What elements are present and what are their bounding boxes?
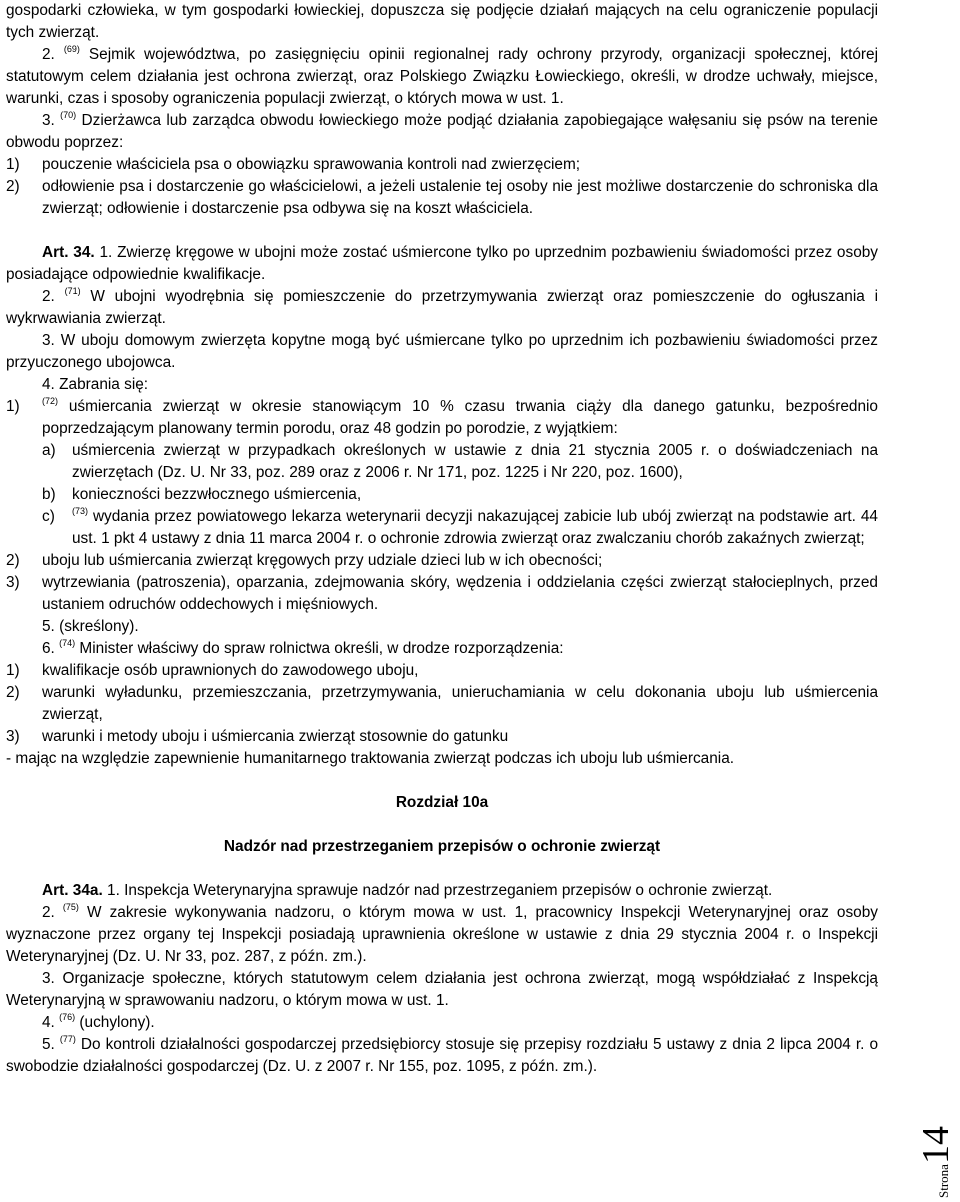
item-text: odłowienie psa i dostarczenie go właścicielowi, a jeżeli ustalenie tej osoby nie jest możliwe dostarczenie do schroniska dla zwierząt; odłowienie i dostarczenie psa odbywa się na koszt właściciela. [42,178,878,217]
item-number: 3) [6,728,20,745]
article-34-para-4: 4. Zabrania się: [42,376,149,393]
article-34a-para-2 [6,902,878,968]
footnote-ref: (70) [60,110,77,120]
list-item [6,550,878,572]
para-text: W ubojni wyodrębnia się pomieszczenie do przetrzymywania zwierząt oraz pomieszczenie do ogłuszania i wykrwawiania zwierząt. [6,288,878,327]
item-text: pouczenie właściciela psa o obowiązku sprawowania kontroli nad zwierzęciem; [42,156,581,173]
chapter-title: Nadzór nad przestrzeganiem przepisów o ochronie zwierząt [223,838,661,855]
page-number-footer [915,1078,958,1198]
page-label: Strona [936,1164,951,1198]
footnote-ref: (72) [42,396,59,406]
list-item [6,396,878,440]
list-item [6,176,878,220]
item-text: wytrzewiania (patroszenia), oparzania, zdejmowania skóry, wędzenia i oddzielania części zwierząt stałocieplnych, przed ustaniem odruchów oddechowych i mięśniowych. [42,574,878,613]
item-text: kwalifikacje osób uprawnionych do zawodowego uboju, [42,662,419,679]
item-text: warunki i metody uboju i uśmiercania zwierząt stosownie do gatunku [42,728,509,745]
footnote-ref: (71) [64,286,81,296]
sub-item [6,506,878,550]
list-item [6,572,878,616]
para-text: W zakresie wykonywania nadzoru, o którym mowa w ust. 1, pracownicy Inspekcji Weterynaryjnej oraz osoby wyznaczone przez organy tej Inspekcji posiadają uprawnienia określone w ustawie z dnia 29 stycznia 2004 r. o Inspekcji Weterynaryjnej (Dz. U. Nr 33, poz. 287, z późn. zm.). [6,904,878,965]
article-34-para-5: 5. (skreślony). [42,618,139,635]
paragraph-3 [6,110,878,154]
footnote-ref: (74) [59,638,76,648]
article-34-para-1 [6,242,878,286]
item-letter: c) [42,508,55,525]
para-number: 5. [42,1036,55,1053]
chapter-heading: Rozdział 10a [395,794,489,811]
item-text: konieczności bezzwłocznego uśmiercenia, [72,486,362,503]
article-34a-para-5 [6,1034,878,1078]
article-label: Art. 34. [42,244,95,261]
item-number: 2) [6,552,20,569]
para-number: 2. [42,46,55,63]
para-text: (uchylony). [75,1014,155,1031]
paragraph: - mając na względzie zapewnienie humanitarnego traktowania zwierząt podczas ich uboju lub uśmiercania. [6,750,735,767]
para-text: Dzierżawca lub zarządca obwodu łowieckiego może podjąć działania zapobiegające wałęsaniu się psów na terenie obwodu poprzez: [6,112,878,151]
list-item [6,726,878,748]
para-number: 6. [42,640,55,657]
article-label: Art. 34a. [42,882,103,899]
item-letter: a) [42,442,56,459]
item-letter: b) [42,486,56,503]
list-item [6,660,878,682]
para-text: 1. Inspekcja Weterynaryjna sprawuje nadzór nad przestrzeganiem przepisów o ochronie zwierząt. [102,882,773,899]
item-number: 1) [6,398,20,415]
article-34a-para-3: 3. Organizacje społeczne, których statutowym celem działania jest ochrona zwierząt, mogą współdziałać z Inspekcją Weterynaryjną w sprawowaniu nadzoru, o którym mowa w ust. 1. [6,970,878,1009]
sub-item [6,484,878,506]
para-text: Sejmik województwa, po zasięgnięciu opinii regionalnej rady ochrony przyrody, organizacji społecznej, której statutowym celem działania jest ochrona zwierząt, oraz Polskiego Związku Łowieckiego, określi, w drodze uchwały, miejsce, warunki, czas i sposoby ograniczenia populacji zwierząt, o których mowa w ust. 1. [6,46,879,107]
page-number: 14 [915,1126,957,1165]
item-number: 1) [6,156,20,173]
article-34a-para-4 [6,1012,878,1034]
footnote-ref: (73) [72,506,89,516]
para-number: 4. [42,1014,55,1031]
footnote-ref: (77) [59,1034,76,1044]
sub-item [6,440,878,484]
document-page [6,0,878,1078]
para-text: 1. Zwierzę kręgowe w ubojni może zostać uśmiercone tylko po uprzednim pozbawieniu świadomości przez osoby posiadające odpowiednie kwalifikacje. [6,244,879,283]
item-text: uboju lub uśmiercania zwierząt kręgowych przy udziale dzieci lub w ich obecności; [42,552,603,569]
paragraph: gospodarki człowieka, w tym gospodarki łowieckiej, dopuszcza się podjęcie działań mających na celu ograniczenie populacji tych zwierząt. [6,2,878,41]
para-number: 3. [42,112,55,129]
item-number: 2) [6,684,20,701]
item-text: warunki wyładunku, przemieszczania, przetrzymywania, unieruchamiania w celu dokonania uboju lub uśmiercenia zwierząt, [42,684,878,723]
item-text: wydania przez powiatowego lekarza weterynarii decyzji nakazującej zabicie lub ubój zwierząt na podstawie art. 44 ust. 1 pkt 4 ustawy z dnia 11 marca 2004 r. o ochronie zdrowia zwierząt oraz zwalczaniu chorób zakaźnych zwierząt; [72,508,878,547]
list-item [6,154,878,176]
para-number: 2. [42,904,55,921]
item-text: uśmiercania zwierząt w okresie stanowiącym 10 % czasu trwania ciąży dla danego gatunku, bezpośrednio poprzedzającym planowany termin porodu, oraz 48 godzin po porodzie, z wyjątkiem: [42,398,878,437]
article-34-para-2 [6,286,878,330]
footnote-ref: (69) [63,44,80,54]
article-34-para-3: 3. W uboju domowym zwierzęta kopytne mogą być uśmiercane tylko po uprzednim ich pozbawieniu świadomości przez przyuczonego ubojowca. [6,332,878,371]
item-text: uśmiercenia zwierząt w przypadkach określonych w ustawie z dnia 21 stycznia 2005 r. o doświadczeniach na zwierzętach (Dz. U. Nr 33, poz. 289 oraz z 2006 r. Nr 171, poz. 1225 i Nr 220, poz. 1600), [72,442,878,481]
para-text: Do kontroli działalności gospodarczej przedsiębiorcy stosuje się przepisy rozdziału 5 ustawy z dnia 2 lipca 2004 r. o swobodzie działalności gospodarczej (Dz. U. z 2007 r. Nr 155, poz. 1095, z późn. zm.). [6,1036,879,1075]
article-34a-para-1 [6,880,878,902]
para-text: Minister właściwy do spraw rolnictwa określi, w drodze rozporządzenia: [75,640,564,657]
footnote-ref: (76) [59,1012,76,1022]
para-number: 2. [42,288,55,305]
item-number: 2) [6,178,20,195]
item-number: 1) [6,662,20,679]
list-item [6,682,878,726]
item-number: 3) [6,574,20,591]
footnote-ref: (75) [62,902,79,912]
article-34-para-6 [6,638,878,660]
paragraph-2 [6,44,878,110]
